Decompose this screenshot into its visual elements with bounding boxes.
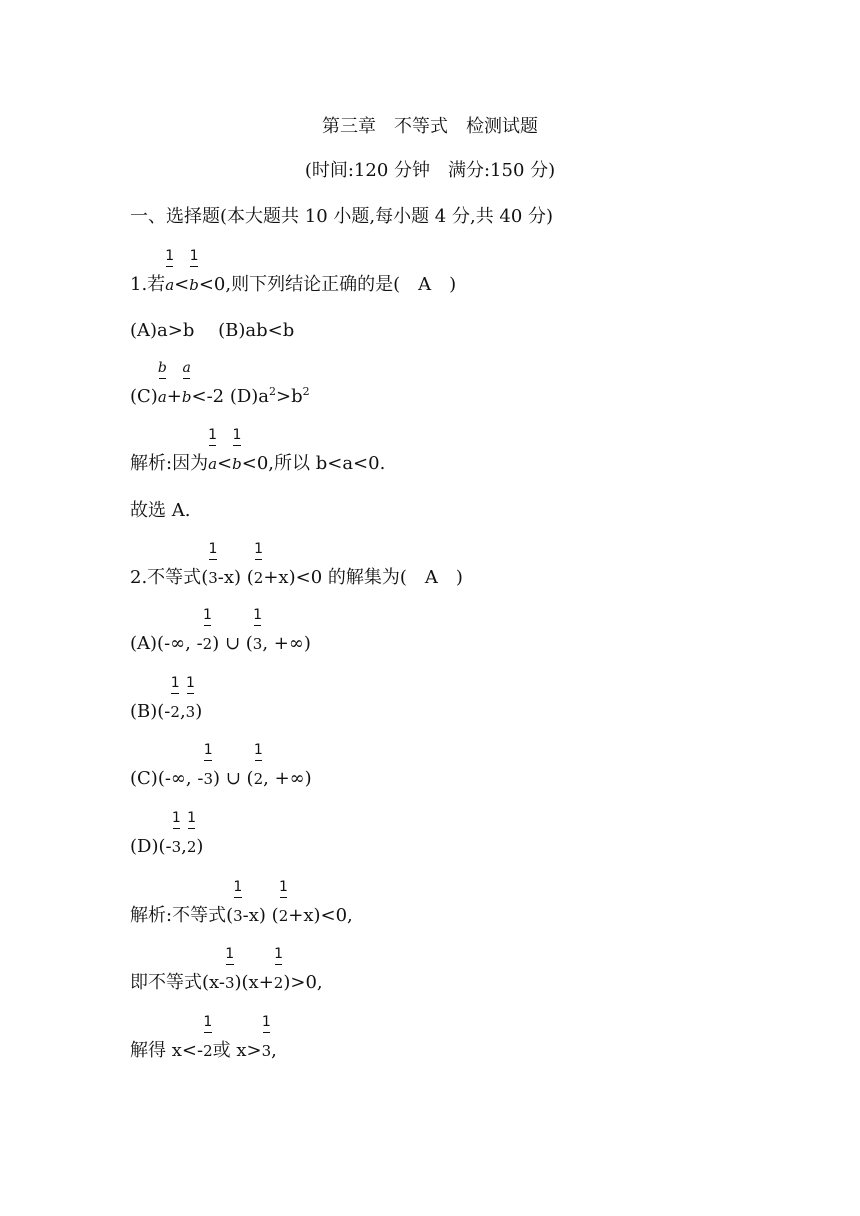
math-text: <0, xyxy=(320,905,353,926)
fraction-bar xyxy=(255,760,263,761)
math-text: 1 xyxy=(187,810,197,826)
option-d xyxy=(130,810,204,857)
math-text: ( xyxy=(201,567,209,588)
math-text: >b xyxy=(276,386,303,407)
conclusion-1: 故选 A. xyxy=(130,500,191,521)
math-text: +x xyxy=(263,567,289,588)
fraction-b-over-a xyxy=(157,360,167,407)
math-text: a xyxy=(165,276,175,294)
math-text: (C) xyxy=(130,386,158,407)
exam-info: (时间:120 分钟 满分:150 分) xyxy=(304,160,556,181)
fraction-bar xyxy=(275,964,283,965)
analysis-2-line-3 xyxy=(130,1014,277,1061)
math-text: (-∞, - xyxy=(157,633,203,654)
math-text: 1 xyxy=(171,810,181,826)
math-text: 1 xyxy=(189,248,199,264)
math-text: 1 xyxy=(225,946,235,962)
fraction-1-over-a xyxy=(208,427,218,474)
math-text: < xyxy=(217,453,233,474)
math-text: (D) xyxy=(130,836,159,857)
fraction-1-over-3 xyxy=(252,607,263,654)
math-text: 2 xyxy=(203,1042,213,1060)
fraction-1-over-2 xyxy=(273,946,284,993)
fraction-bar xyxy=(187,693,195,694)
fraction-1-over-2 xyxy=(278,879,289,926)
math-text: b xyxy=(157,360,167,376)
math-text: 2 xyxy=(302,385,310,398)
option-c xyxy=(130,742,312,789)
fraction-1-over-3 xyxy=(185,675,196,722)
math-text: ) ∪ ( xyxy=(213,768,254,789)
math-text: ) xyxy=(234,972,242,993)
fraction-1-over-3 xyxy=(261,1014,272,1061)
math-text: (x+ xyxy=(241,972,274,993)
fraction-1-over-b xyxy=(232,427,242,474)
math-text: b xyxy=(189,276,199,294)
fraction-bar xyxy=(159,378,166,379)
math-text: < xyxy=(174,274,190,295)
fraction-bar xyxy=(166,266,173,267)
math-text: 3 xyxy=(171,838,182,856)
fraction-bar xyxy=(209,559,217,560)
fraction-bar xyxy=(173,828,181,829)
math-text: (-∞, - xyxy=(157,768,204,789)
option-b xyxy=(130,675,203,722)
section-heading: 一、选择题(本大题共 10 小题,每小题 4 分,共 40 分) xyxy=(130,206,554,227)
fraction-bar xyxy=(233,445,241,446)
math-text: 1 xyxy=(254,541,264,557)
fraction-1-over-3 xyxy=(203,742,213,789)
page-title: 第三章 不等式 检测试题 xyxy=(322,116,538,137)
math-text: +x xyxy=(288,905,314,926)
math-text: , xyxy=(181,836,187,857)
fraction-bar xyxy=(188,828,196,829)
fraction-1-over-2 xyxy=(203,1014,213,1061)
analysis-1 xyxy=(130,427,386,474)
math-text: ) xyxy=(313,905,321,926)
math-text: (B) xyxy=(130,701,158,722)
question-2 xyxy=(130,541,463,588)
math-text: (C) xyxy=(130,768,158,789)
math-text: , xyxy=(271,1040,277,1061)
fraction-bar xyxy=(209,445,216,446)
fraction-bar xyxy=(280,897,288,898)
math-text: ) xyxy=(283,972,291,993)
math-text: ( xyxy=(226,905,234,926)
fraction-bar xyxy=(234,897,242,898)
math-text: <0 的解集为( A ) xyxy=(295,567,463,588)
math-text: ( xyxy=(246,567,254,588)
math-text: 1 xyxy=(208,427,218,443)
math-text: <0,则下列结论正确的是( A ) xyxy=(198,274,457,295)
math-text: 1 xyxy=(233,879,243,895)
fraction-bar xyxy=(190,266,198,267)
option-a-b: (A)a>b (B)ab<b xyxy=(130,320,295,341)
fraction-bar xyxy=(204,1032,212,1033)
option-c-d xyxy=(130,360,310,407)
fraction-1-over-b xyxy=(189,248,199,295)
math-text: 解析:不等式 xyxy=(130,905,227,926)
fraction-bar xyxy=(204,625,212,626)
math-text: ) ∪ ( xyxy=(212,633,253,654)
math-text: 解得 x< xyxy=(130,1040,197,1061)
fraction-bar xyxy=(255,559,263,560)
math-text: 1 xyxy=(202,607,212,623)
fraction-bar xyxy=(171,693,179,694)
math-text: (x- xyxy=(202,972,225,993)
math-text: 3 xyxy=(224,974,235,992)
math-text: >0, xyxy=(290,972,323,993)
analysis-2-line-1 xyxy=(130,879,353,926)
math-text: 1 xyxy=(253,607,263,623)
math-text: <-2 (D)a xyxy=(191,386,270,407)
math-text: 2 xyxy=(170,703,180,721)
fraction-bar xyxy=(226,964,234,965)
math-text: 或 x> xyxy=(212,1040,262,1061)
math-text: 1 xyxy=(232,427,242,443)
fraction-1-over-3 xyxy=(171,810,182,857)
math-text: 3 xyxy=(203,770,213,788)
math-text: 2 xyxy=(253,569,264,587)
fraction-a-over-b xyxy=(181,360,192,407)
math-text: 2 xyxy=(273,974,284,992)
fraction-1-over-2 xyxy=(253,742,264,789)
math-text: (- xyxy=(158,836,172,857)
fraction-1-over-3 xyxy=(224,946,235,993)
fraction-1-over-2 xyxy=(186,810,197,857)
fraction-bar xyxy=(204,760,212,761)
analysis-2-line-2 xyxy=(130,946,323,993)
math-text: a xyxy=(157,388,167,406)
math-text: - xyxy=(196,1040,204,1061)
math-text: , +∞) xyxy=(262,633,311,654)
math-text: 2 xyxy=(278,907,289,925)
fraction-1-over-3 xyxy=(208,541,218,588)
math-text: 2.不等式 xyxy=(130,567,202,588)
math-text: ) xyxy=(234,567,242,588)
math-text: 1 xyxy=(253,742,263,758)
math-text: -x xyxy=(217,567,234,588)
math-text: 3 xyxy=(261,1042,272,1060)
math-text: b xyxy=(232,455,242,473)
math-text: 3 xyxy=(233,907,243,925)
fraction-bar xyxy=(254,625,262,626)
fraction-1-over-2 xyxy=(253,541,264,588)
math-text: b xyxy=(181,388,192,406)
fraction-bar xyxy=(263,1032,271,1033)
math-text: 1 xyxy=(203,1014,213,1030)
math-text: -x xyxy=(242,905,259,926)
math-text: 解析:因为 xyxy=(130,453,209,474)
math-text: 1 xyxy=(185,675,195,691)
math-text: <0,所以 b<a<0. xyxy=(241,453,386,474)
math-text: ) xyxy=(195,701,203,722)
math-text: 2 xyxy=(269,385,277,398)
math-text: + xyxy=(166,386,182,407)
math-text: 2 xyxy=(202,635,213,653)
math-text: 1 xyxy=(165,248,175,264)
math-text: a xyxy=(182,360,191,376)
option-a xyxy=(130,607,311,654)
math-text: 3 xyxy=(185,703,196,721)
math-text: 3 xyxy=(252,635,263,653)
math-text: 1 xyxy=(274,946,284,962)
fraction-bar xyxy=(183,378,191,379)
math-text: 1 xyxy=(208,541,218,557)
math-text: a xyxy=(208,455,218,473)
math-text: 2 xyxy=(253,770,264,788)
math-text: 1.若 xyxy=(130,274,166,295)
math-text: (A) xyxy=(130,633,158,654)
fraction-1-over-2 xyxy=(202,607,213,654)
math-text: 3 xyxy=(208,569,218,587)
math-text: 1 xyxy=(170,675,180,691)
math-text: 即不等式 xyxy=(130,972,202,993)
math-text: (- xyxy=(157,701,171,722)
question-1 xyxy=(130,248,457,295)
math-text: 1 xyxy=(278,879,288,895)
fraction-1-over-a xyxy=(165,248,175,295)
math-text: ) xyxy=(288,567,296,588)
math-text: 2 xyxy=(186,838,197,856)
fraction-1-over-2 xyxy=(170,675,180,722)
math-text: ) xyxy=(258,905,266,926)
math-text: 1 xyxy=(203,742,213,758)
math-text: , +∞) xyxy=(263,768,312,789)
math-text: , xyxy=(179,701,186,722)
math-text: ( xyxy=(271,905,279,926)
fraction-1-over-3 xyxy=(233,879,243,926)
math-text: 1 xyxy=(261,1014,271,1030)
math-text: ) xyxy=(196,836,204,857)
